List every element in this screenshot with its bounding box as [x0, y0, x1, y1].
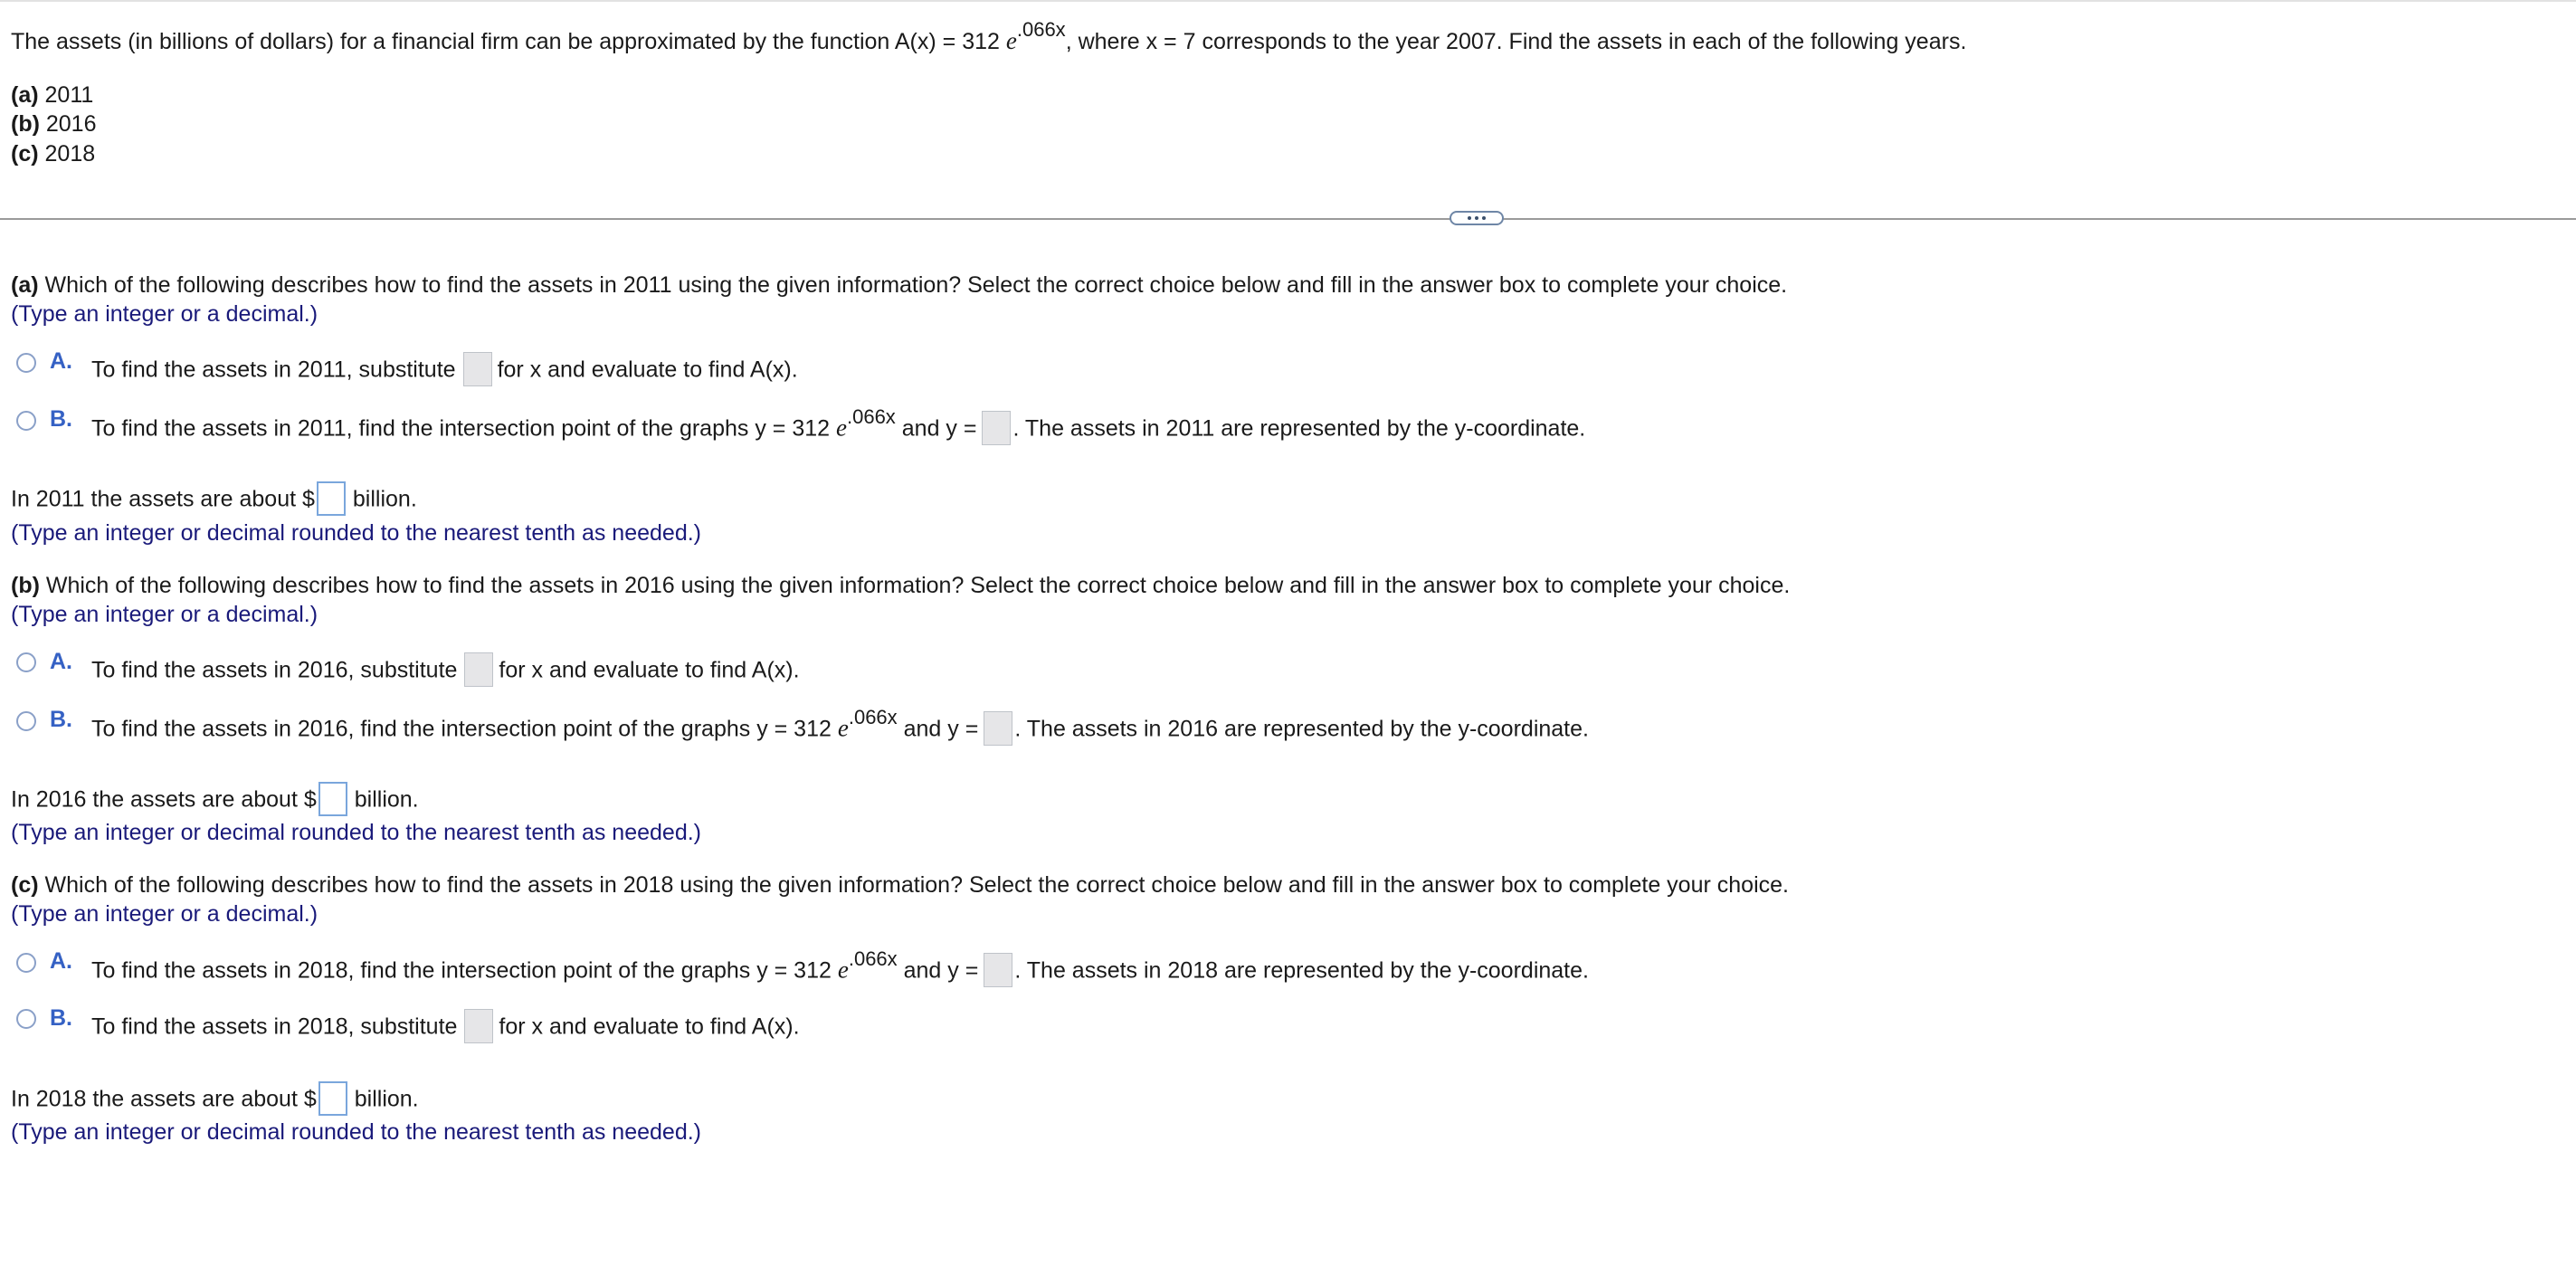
substitute-input-b[interactable]	[464, 652, 493, 687]
top-rule	[0, 0, 2576, 2]
radio-a-choice-b[interactable]	[16, 411, 36, 431]
question-a-hint: (Type an integer or a decimal.)	[11, 301, 318, 327]
answer-b-line: In 2016 the assets are about $ billion.	[11, 784, 419, 818]
question-b-hint: (Type an integer or a decimal.)	[11, 602, 318, 627]
answer-c-hint: (Type an integer or decimal rounded to the nearest tenth as needed.)	[11, 1119, 701, 1145]
question-c: (c) Which of the following describes how to find the assets in 2018 using the given information? Select the correct choice below and fill in the answer box to complete your choice.	[11, 872, 1789, 898]
choice-b-a-letter: A.	[50, 649, 72, 674]
part-c-item: (c) 2018	[11, 141, 96, 167]
choice-a-b-text: To find the assets in 2011, find the intersection point of the graphs y = 312 e.066x and y = . The assets in 2011 are represented by the y-coordinate.	[91, 413, 1585, 447]
intersection-input-b[interactable]	[984, 711, 1012, 746]
radio-c-choice-a[interactable]	[16, 953, 36, 973]
radio-a-choice-a[interactable]	[16, 353, 36, 373]
answer-input-c[interactable]	[318, 1081, 347, 1116]
radio-b-choice-b[interactable]	[16, 711, 36, 731]
intersection-input-a[interactable]	[982, 411, 1011, 445]
choice-c-a-letter: A.	[50, 948, 72, 974]
substitute-input-a[interactable]	[463, 352, 492, 386]
answer-a-hint: (Type an integer or decimal rounded to the nearest tenth as needed.)	[11, 520, 701, 546]
section-divider	[0, 218, 2576, 220]
choice-b-b-letter: B.	[50, 707, 72, 732]
answer-a-line: In 2011 the assets are about $ billion.	[11, 483, 417, 518]
choice-a-a-text: To find the assets in 2011, substitute for x and evaluate to find A(x).	[91, 354, 798, 388]
choice-a-b-letter: B.	[50, 406, 72, 432]
part-a-item: (a) 2011	[11, 82, 94, 108]
choice-c-b-text: To find the assets in 2018, substitute for x and evaluate to find A(x).	[91, 1011, 800, 1045]
ellipsis-icon[interactable]	[1450, 211, 1504, 225]
choice-c-a-text: To find the assets in 2018, find the intersection point of the graphs y = 312 e.066x and y = . The assets in 2018 are represented by the y-coordinate.	[91, 955, 1589, 989]
intersection-input-c[interactable]	[984, 953, 1012, 987]
part-b-item: (b) 2016	[11, 111, 97, 137]
answer-c-line: In 2018 the assets are about $ billion.	[11, 1083, 419, 1118]
question-a: (a) Which of the following describes how to find the assets in 2011 using the given information? Select the correct choice below and fill in the answer box to complete your choice.	[11, 272, 1788, 298]
question-b: (b) Which of the following describes how to find the assets in 2016 using the given information? Select the correct choice below and fill in the answer box to complete your choice.	[11, 573, 1791, 598]
choice-a-a-letter: A.	[50, 348, 72, 374]
answer-input-b[interactable]	[318, 782, 347, 816]
choice-c-b-letter: B.	[50, 1005, 72, 1031]
answer-input-a[interactable]	[317, 481, 346, 516]
choice-b-a-text: To find the assets in 2016, substitute for x and evaluate to find A(x).	[91, 654, 800, 689]
radio-b-choice-a[interactable]	[16, 652, 36, 672]
answer-b-hint: (Type an integer or decimal rounded to the nearest tenth as needed.)	[11, 820, 701, 845]
question-c-hint: (Type an integer or a decimal.)	[11, 901, 318, 927]
problem-statement: The assets (in billions of dollars) for a financial firm can be approximated by the function A(x) = 312 e.066x, where x = 7 corresponds to the year 2007. Find the assets in each of the following years.	[11, 18, 1967, 54]
choice-b-b-text: To find the assets in 2016, find the intersection point of the graphs y = 312 e.066x and y = . The assets in 2016 are represented by the y-coordinate.	[91, 713, 1589, 747]
substitute-input-c[interactable]	[464, 1009, 493, 1043]
radio-c-choice-b[interactable]	[16, 1009, 36, 1029]
